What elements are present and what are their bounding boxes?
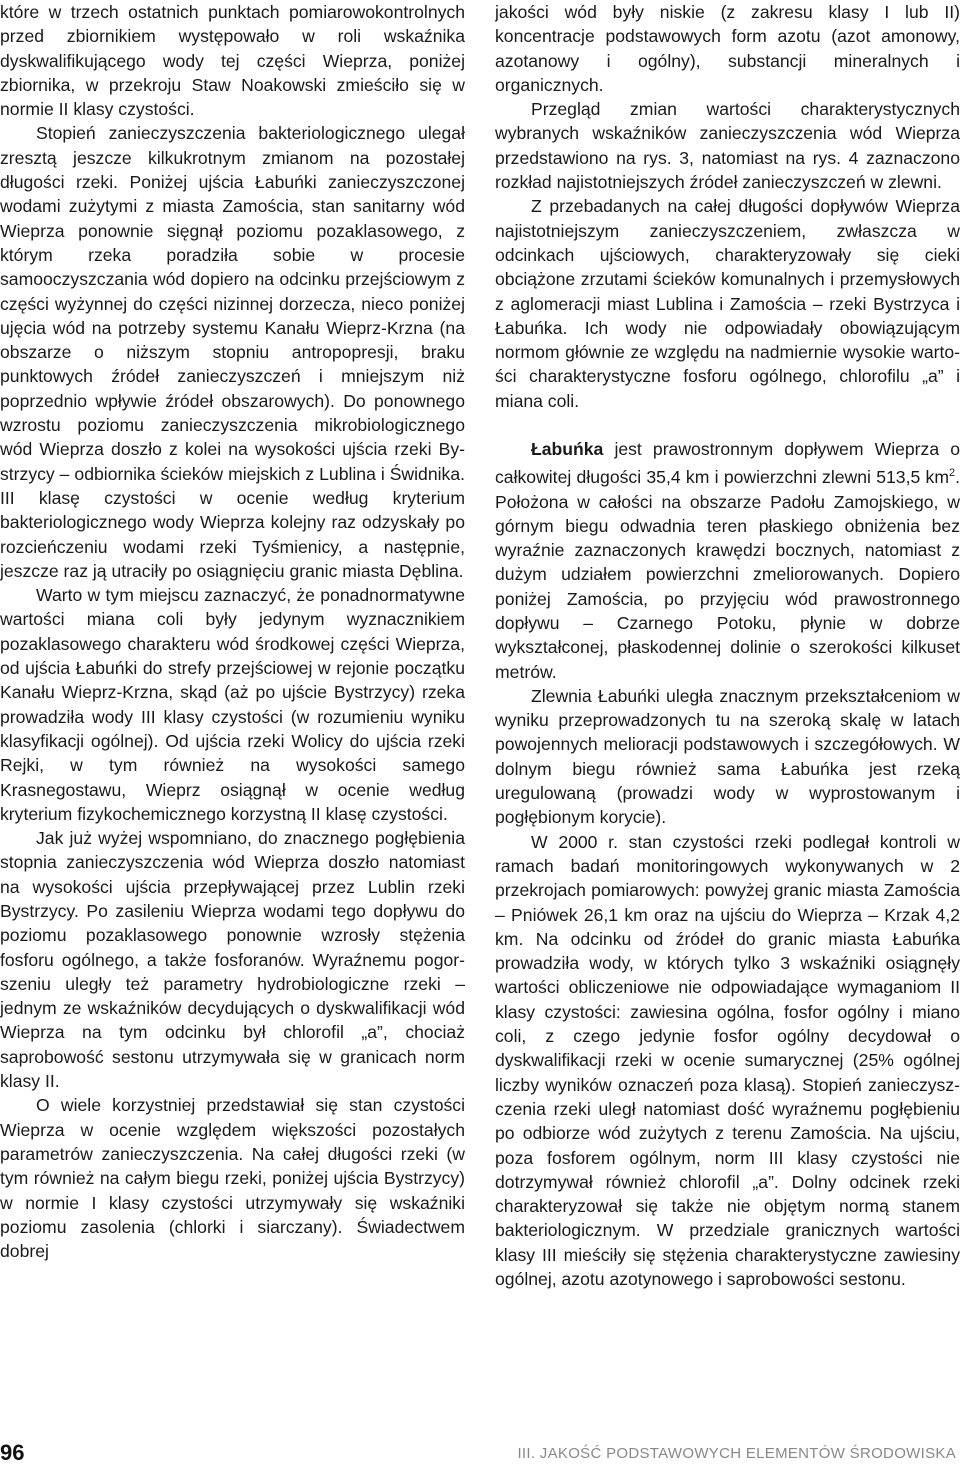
paragraph-text: . Położona w całości na obszarze Padołu Zamojskiego, w górnym biegu odwadnia teren płaskiego obniżenia bez wyraźnie zaznaczonych krawędzi bocznych, natomiast z dużym udziałem powierzchni zmeliorowanych. Dopiero poniżej Zamościa, po przyjęciu wód prawostronnego dopływu – Czarnego Potoku, płynie w dobrze wykształconej, płaskodennej dolinie o szerokości kilkuset metrów.	[495, 467, 960, 682]
right-text-column	[495, 0, 960, 1428]
paragraph: Zlewnia Łabuńki uległa znacznym przekształceniom w wyniku przeprowadzonych tu na szeroką skalę w latach powojennych melioracji podstawowych i szczegółowych. W dolnym biegu również sama Łabuńka jest rzeką uregulowaną (prowadzi wody w wyprostowanym i pogłębionym korycie).	[495, 685, 960, 828]
section-lead-term: Łabuńka	[531, 439, 604, 460]
paragraph: Warto w tym miejscu zaznaczyć, że ponadnormatywne wartości miana coli były jedynym wyznacznikiem pozaklasowego charakteru wód środkowej części Wieprza, od ujścia Łabuńki do strefy przejściowej w rejonie początku Kanału Wieprz-Krzna, skąd (aż po ujście Bystrzycy) rzeka prowadziła wody III klasy czystości (w rozumieniu wyniku klasyfikacji ogólnej). Od ujścia rzeki Wolicy do ujścia rzeki Rejki, w tym również na wysokości samego Krasnegostawu, Wieprz osiągnął w ocenie według kryterium fizykochemicznego korzystną II klasę czystości.	[0, 585, 465, 824]
page-footer	[0, 1440, 960, 1470]
paragraph: jakości wód były niskie (z zakresu klasy I lub II) koncentracje podstawowych form azotu (azot amonowy, azotanowy i ogólny), substancji mineralnych i organicznych.	[495, 2, 960, 95]
paragraph-labunka	[495, 437, 960, 684]
paragraph: W 2000 r. stan czystości rzeki podlegał kontroli w ramach badań monitoringowych wykonywanych w 2 przekrojach pomiarowych: powyżej granic miasta Zamościa – Pniówek 26,1 km oraz na ujściu do Wieprza – Krzak 4,2 km. Na odcinku od źródeł do granic miasta Łabuńka prowadziła wody, w których tylko 3 wskaźniki osiągnęły wartości obliczeniowe nie odpowiadające wymaganiom II klasy czystości: zawiesina ogólna, fosfor ogólny i miano coli, z czego jedynie fosfor ogólny decydował o dyskwalifikacji rzeki w ocenie sumarycznej (25% ogólnej liczby wyników oznaczeń poza klasą). Stopień zanieczyszczenia rzeki uległ natomiast dość wyraźnemu pogłębieniu po odbiorze wód zużytych z terenu Zamościa. Na ujściu, poza fosforem ogólnym, norm III klasy czystości nie dotrzymywał również chlorofil „a”. Dolny odcinek rzeki charakteryzował się także nie objętym normą stanem bakteriologicznym. W przedziale granicznych wartości klasy III mieściły się stężenia charakterystyczne zawiesiny ogólnej, azotu azotynowego i saprobowości sestonu.	[495, 831, 960, 1289]
paragraph: Stopień zanieczyszczenia bakteriologicznego ulegał zresztą jeszcze kilkukrotnym zmianom na pozostałej długości rzeki. Poniżej ujścia Łabuńki zanieczyszczonej wodami zużytymi z miasta Zamościa, stan sanitarny wód Wieprza ponownie sięgnął poziomu pozaklasowego, z którym rzeka poradziła sobie w procesie samooczyszczania wód dopiero na odcinku przejściowym z części wyżynnej do części nizinnej dorzecza, nieco poniżej ujęcia wód na potrzeby systemu Kanału Wieprz-Krzna (na obszarze o niższym stopniu antropopresji, braku punktowych źródeł zanieczyszczeń i mniejszym niż poprzednio wpływie źródeł obszarowych). Do ponownego wzrostu poziomu zanieczyszczenia mikrobiologicznego wód Wieprza doszło z kolei na wysokości ujścia rzeki Bystrzycy – odbiornika ścieków miejskich z Lublina i Świdnika. III klasę czystości w ocenie według kryterium bakteriologicznego wody Wieprza kolejny raz odzyskały po rozcieńczeniu wodami rzeki Tyśmienicy, a następnie, jeszcze raz ją utraciły po osiągnięciu granic miasta Dęblina.	[0, 123, 465, 581]
paragraph: Jak już wyżej wspomniano, do znacznego pogłębienia stopnia zanieczyszczenia wód Wieprza doszło natomiast na wysokości ujścia przepływającej przez Lublin rzeki Bystrzycy. Po zasileniu Wieprza wodami tego dopływu do poziomu pozaklasowego ponownie wzrosły stężenia fosforu ogólnego, a także fosforanów. Wyraźnemu pogorszeniu uległy też parametry hydrobiologiczne rzeki – jednym ze wskaźników decydujących o dyskwalifikacji wód Wieprza na tym odcinku był chlorofil „a”, chociaż saprobowość sestonu utrzymywała się w granicach norm klasy II.	[0, 828, 465, 1092]
left-text-column	[0, 0, 465, 1428]
paragraph: Przegląd zmian wartości charakterystycznych wybranych wskaźników zanieczyszczenia wód Wieprza przedstawiono na rys. 3, natomiast na rys. 4 zaznaczono rozkład najistotniejszych źródeł zanieczyszczeń w zlewni.	[495, 99, 960, 193]
paragraph: które w trzech ostatnich punktach pomiarowokontrolnych przed zbiornikiem występowało w roli wskaźnika dyskwalifikującego wody tej części Wieprza, poniżej zbiornika, w przekroju Staw Noakowski zmieściło się w normie II klasy czystości.	[0, 2, 465, 120]
paragraph-text: jest prawostronnym dopływem Wieprza o całkowitej długości 35,4 km i powierzchni zlewni 513,5 km	[495, 439, 960, 488]
paragraph: O wiele korzystniej przedstawiał się stan czystości Wieprza w ocenie względem większości pozostałych parametrów zanieczyszczenia. Na całej długości rzeki (w tym również na całym biegu rzeki, poniżej ujścia Bystrzycy) w normie I klasy czystości utrzymywały się wskaźniki poziomu zasolenia (chlorki i siarczany). Świadectwem dobrej	[0, 1095, 465, 1262]
running-footer-title: III. JAKOŚĆ PODSTAWOWYCH ELEMENTÓW ŚRODOWISKA	[517, 1445, 956, 1462]
superscript: 2	[948, 467, 956, 480]
page-number: 96	[0, 1440, 25, 1465]
paragraph: Z przebadanych na całej długości dopływów Wieprza najistotniejszym zanieczyszczeniem, zwłaszcza w odcinkach ujściowych, charakteryzowały się cieki obciążone zrzutami ścieków komunalnych i przemysłowych z aglomeracji miast Lublina i Zamościa – rzeki Bystrzyca i Łabuńka. Ich wody nie odpowiadały obowiązującym normom głównie ze względu na nadmiernie wysokie wartości charakterystyczne fosforu ogólnego, chlorofilu „a” i miana coli.	[495, 196, 960, 411]
